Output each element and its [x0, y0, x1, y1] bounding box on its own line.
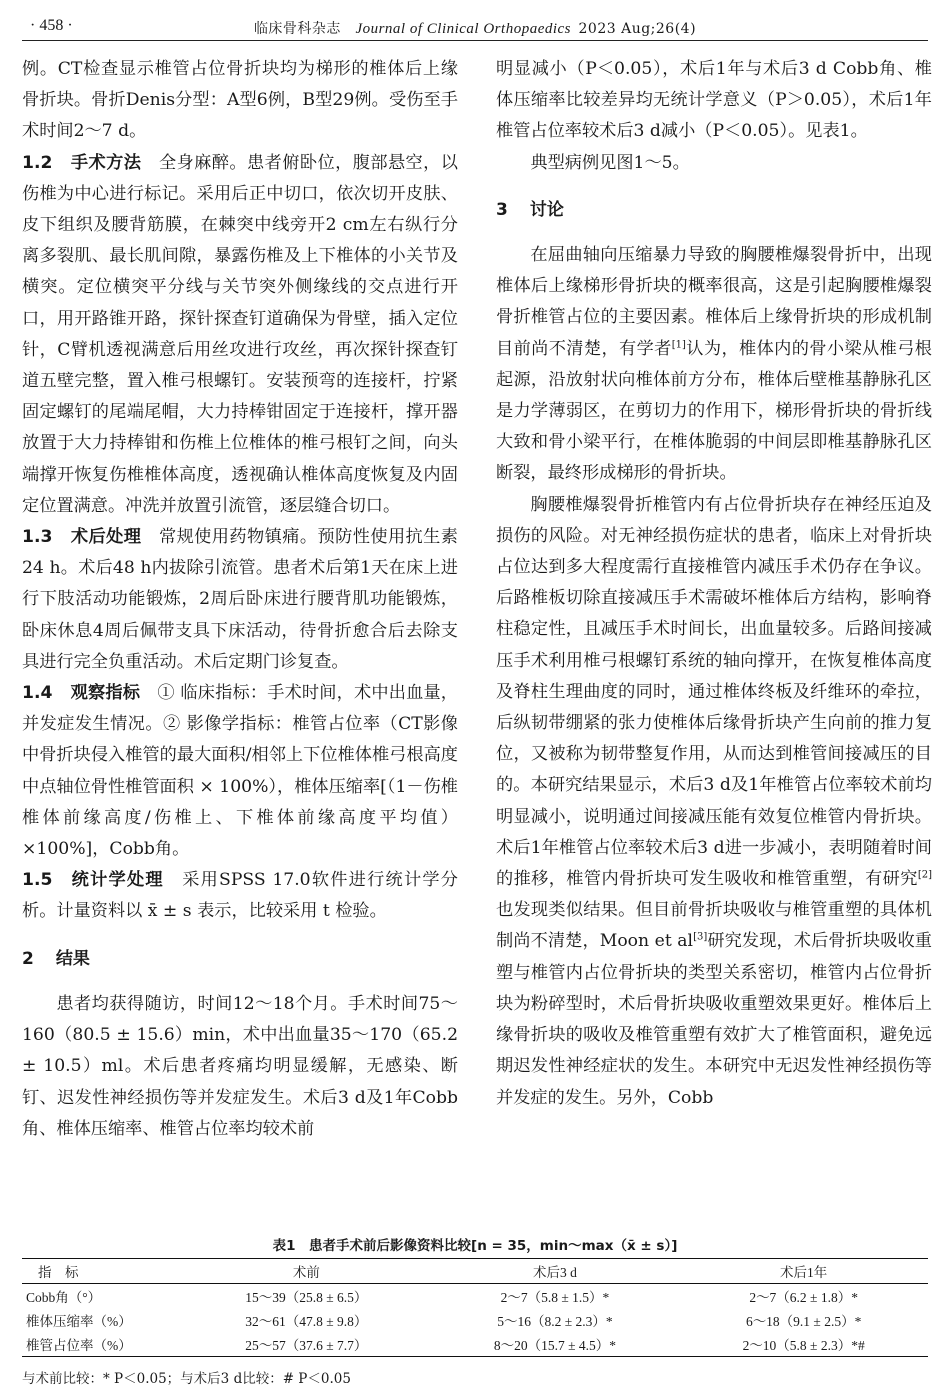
section-text: 常规使用药物镇痛。预防性使用抗生素24 h。术后48 h内拔除引流管。患者术后第1天在床上进行下肢活动功能锻炼，2周后卧床进行腰背肌功能锻炼，卧床休息4周后佩带支具下床活动，待骨折愈合后去除支具进行完全负重活动。术后定期门诊复查。: [22, 527, 458, 672]
section-text: 采用SPSS 17.0软件进行统计学分析。计量资料以 x̄ ± s 表示，比较采用 t 检验。: [22, 870, 458, 922]
table-row: Cobb角（°） 15～39（25.8 ± 6.5） 2～7（5.8 ± 1.5）* 2～7（6.2 ± 1.8）*: [26, 1290, 858, 1305]
paragraph: 例。CT检查显示椎管占位骨折块均为梯形的椎体后上缘骨折块。骨折Denis分型：A型6例，B型29例。受伤至手术时间2～7 d。: [22, 59, 458, 142]
journal-name-en: Journal of Clinical Orthopaedics: [355, 21, 572, 37]
discussion-paragraph-2: 胸腰椎爆裂骨折椎管内有占位骨折块存在神经压迫及损伤的风险。对无神经损伤症状的患者，临床上对骨折块占位达到多大程度需行直接椎管内减压手术仍存在争议。后路椎板切除直接减压手术需破坏椎体后方结构，影响脊柱稳定性，且减压手术时间长，出血量较多。后路间接减压手术利用椎弓根螺钉系统的轴向撑开，在恢复椎体高度及脊柱生理曲度的同时，通过椎体终板及纤维环的牵拉，后纵韧带绷紧的张力使椎体后缘骨折块产生向前的推力复位，又被称为韧带整复作用，从而达到椎管间接减压的目的。本研究结果显示，术后3 d及1年椎管占位率较术前均明显减小，说明通过间接减压能有效复位椎管内骨折块。术后1年椎管占位率较术后3 d进一步减小，表明随着时间的推移，椎管内骨折块可发生吸收和椎管重塑，有研究[2]也发现类似结果。但目前骨折块吸收与椎管重塑的具体机制尚不清楚，Moon et al[3]研究发现，术后骨折块吸收重塑与椎管内占位骨折块的类型关系密切，椎管内占位骨折块为粉碎型时，术后骨折块吸收重塑效果更好。椎体后上缘骨折块的吸收及椎管重塑有效扩大了椎管面积，避免远期迟发性神经症状的发生。本研究中无迟发性神经损伤等并发症的发生。另外，Cobb: [496, 494, 932, 1108]
paragraph: 典型病例见图1～5。: [530, 152, 690, 173]
section-heading: 1.2 手术方法: [22, 152, 142, 173]
table-caption: 表1 患者手术前后影像资料比较[n = 35，min～max（x̄ ± s）]: [272, 1238, 678, 1254]
section-text: 全身麻醉。患者俯卧位，腹部悬空，以伤椎为中心进行标记。采用后正中切口，依次切开皮肤、皮下组织及腰背筋膜，在棘突中线旁开2 cm左右纵行分离多裂肌、最长肌间隙，暴露伤椎及上下椎体的小关节及横突。定位横突平分线与关节突外侧缘线的交点进行开口，用开路锥开路，探针探查钉道确保为骨壁，插入定位针，C臂机透视满意后用丝攻进行攻丝，再次探针探查钉道五壁完整，置入椎弓根螺钉。安装预弯的连接杆，拧紧固定螺钉的尾端尾帽，大力持棒钳固定于连接杆，撑开器放置于大力持棒钳和伤椎上位椎体的椎弓根钉之间，向头端撑开恢复伤椎椎体高度，透视确认椎体高度恢复及内固定位置满意。冲洗并放置引流管，逐层缝合切口。: [22, 152, 458, 516]
page-header: [22, 14, 928, 41]
table-header-row: [22, 1259, 928, 1284]
section-1-4: [22, 678, 458, 865]
citation: [1]: [671, 338, 686, 350]
section-3-heading: 3 讨论: [496, 199, 564, 220]
table-row: 椎体压缩率（%） 32～61（47.8 ± 9.8） 5～16（8.2 ± 2.3）* 6～18（9.1 ± 2.5）*: [26, 1314, 862, 1329]
section-1-2: [22, 148, 458, 522]
column-header: 指 标: [38, 1265, 79, 1280]
citation: [2]: [917, 869, 932, 881]
citation: [3]: [693, 931, 708, 943]
section-heading: 1.5 统计学处理: [22, 870, 164, 891]
section-text: ① 临床指标：手术时间，术中出血量，并发症发生情况。② 影像学指标：椎管占位率（CT影像中骨折块侵入椎管的最大面积/相邻上下位椎体椎弓根高度中点轴位骨性椎管面积 × 100%），椎体压缩率[（1－伤椎椎体前缘高度/伤椎上、下椎体前缘高度平均值）×100%]，Cobb角。: [22, 683, 458, 860]
column-header: 术后1年: [780, 1265, 828, 1280]
issue-info: 2023 Aug;26(4): [578, 21, 697, 37]
journal-name-cn: 临床骨科杂志: [253, 21, 341, 37]
table-1: [22, 1234, 928, 1387]
section-1-5: [22, 865, 458, 927]
left-column: [22, 54, 458, 1145]
column-header: 术前: [292, 1265, 320, 1280]
paragraph: 明显减小（P＜0.05），术后1年与术后3 d Cobb角、椎体压缩率比较差异均无统计学意义（P＞0.05），术后1年椎管占位率较术后3 d减小（P＜0.05）。见表1。: [496, 59, 932, 142]
section-1-3: [22, 522, 458, 678]
page-number: · 458 ·: [30, 17, 73, 34]
table-footnote: 与术前比较：* P＜0.05；与术后3 d比较：# P＜0.05: [22, 1371, 351, 1387]
section-heading: 1.3 术后处理: [22, 527, 142, 548]
section-2-heading: 2 结果: [22, 948, 90, 969]
results-paragraph: 患者均获得随访，时间12～18个月。手术时间75～160（80.5 ± 15.6）min，术中出血量35～170（65.2 ± 10.5）ml。术后患者疼痛均明显缓解，无感染、断钉、迟发性神经损伤等并发症发生。术后3 d及1年Cobb角、椎体压缩率、椎管占位率均较术前: [22, 993, 458, 1139]
right-column: [496, 54, 932, 1114]
running-title: [22, 18, 928, 38]
discussion-paragraph-1: 在屈曲轴向压缩暴力导致的胸腰椎爆裂骨折中，出现椎体后上缘梯形骨折块的概率很高，这是引起胸腰椎爆裂骨折椎管占位的主要因素。椎体后上缘骨折块的形成机制目前尚不清楚，有学者[1]认为，椎体内的骨小梁从椎弓根起源，沿放射状向椎体前方分布，椎体后壁椎基静脉孔区是力学薄弱区，在剪切力的作用下，梯形骨折块的骨折线大致和骨小梁平行，在椎体脆弱的中间层即椎基静脉孔区断裂，最终形成梯形的骨折块。: [496, 245, 932, 484]
data-table: [22, 1258, 928, 1357]
section-heading: 1.4 观察指标: [22, 683, 141, 704]
table-row: 椎管占位率（%） 25～57（37.6 ± 7.7） 8～20（15.7 ± 4.5）* 2～10（5.8 ± 2.3）*#: [22, 1332, 928, 1357]
column-header: 术后3 d: [533, 1265, 577, 1280]
